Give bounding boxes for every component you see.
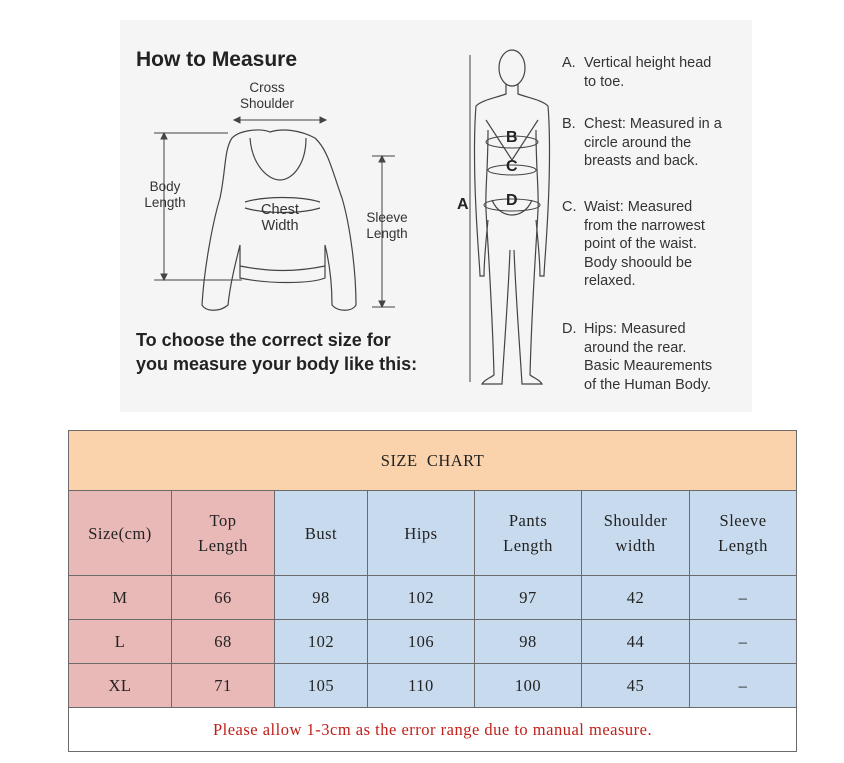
measure-guide-image bbox=[120, 20, 752, 412]
choose-size-instructions: To choose the correct size for you measure your body like this: bbox=[136, 330, 418, 374]
letter-d: D bbox=[506, 192, 518, 209]
header-top-length: Top Length bbox=[172, 491, 275, 576]
cell-pants-length: 98 bbox=[475, 620, 582, 664]
header-pants-length: Pants Length bbox=[475, 491, 582, 576]
cell-bust: 105 bbox=[275, 664, 368, 708]
table-row bbox=[69, 664, 797, 708]
header-bust: Bust bbox=[275, 491, 368, 576]
header-hips: Hips bbox=[368, 491, 475, 576]
cell-top-length: 66 bbox=[172, 576, 275, 620]
size-chart-table bbox=[68, 430, 797, 752]
definition-d: D. Hips: Measured around the rear. Basic Meaurements of the Human Body. bbox=[562, 321, 713, 393]
size-chart-title-row bbox=[69, 431, 797, 491]
cell-pants-length: 100 bbox=[475, 664, 582, 708]
cell-top-length: 68 bbox=[172, 620, 275, 664]
cell-shoulder: 44 bbox=[582, 620, 690, 664]
table-row bbox=[69, 576, 797, 620]
cell-bust: 102 bbox=[275, 620, 368, 664]
cell-top-length: 71 bbox=[172, 664, 275, 708]
cell-size: XL bbox=[69, 664, 172, 708]
cell-hips: 106 bbox=[368, 620, 475, 664]
letter-b: B bbox=[506, 129, 518, 146]
measurement-note: Please allow 1-3cm as the error range due to manual measure. bbox=[69, 708, 797, 752]
cell-size: L bbox=[69, 620, 172, 664]
definition-c: C. Waist: Measured from the narrowest point of the waist. Body shoould be relaxed. bbox=[562, 199, 705, 289]
letter-c: C bbox=[506, 158, 518, 175]
cell-sleeve: – bbox=[690, 576, 797, 620]
cross-shoulder-label: Cross Shoulder bbox=[239, 80, 295, 111]
body-length-label: Body Length bbox=[144, 179, 186, 210]
cell-sleeve: – bbox=[690, 664, 797, 708]
header-shoulder-width: Shoulder width bbox=[582, 491, 690, 576]
sleeve-length-label: Sleeve Length bbox=[366, 210, 408, 241]
cell-hips: 102 bbox=[368, 576, 475, 620]
header-size: Size(cm) bbox=[69, 491, 172, 576]
body-figure-drawing bbox=[475, 50, 550, 384]
note-row bbox=[69, 708, 797, 752]
definition-a: A. Vertical height head to toe. bbox=[562, 55, 712, 90]
table-row bbox=[69, 620, 797, 664]
cell-hips: 110 bbox=[368, 664, 475, 708]
letter-a: A bbox=[457, 196, 469, 213]
cell-shoulder: 45 bbox=[582, 664, 690, 708]
definition-b: B. Chest: Measured in a circle around the breasts and back. bbox=[562, 116, 722, 169]
size-chart-title: SIZE CHART bbox=[69, 431, 797, 491]
cell-bust: 98 bbox=[275, 576, 368, 620]
column-header-row bbox=[69, 491, 797, 576]
cell-shoulder: 42 bbox=[582, 576, 690, 620]
chest-width-label: Chest Width bbox=[261, 202, 299, 234]
cell-pants-length: 97 bbox=[475, 576, 582, 620]
header-sleeve-length: Sleeve Length bbox=[690, 491, 797, 576]
cell-size: M bbox=[69, 576, 172, 620]
cell-sleeve: – bbox=[690, 620, 797, 664]
how-to-measure-title: How to Measure bbox=[136, 48, 298, 71]
